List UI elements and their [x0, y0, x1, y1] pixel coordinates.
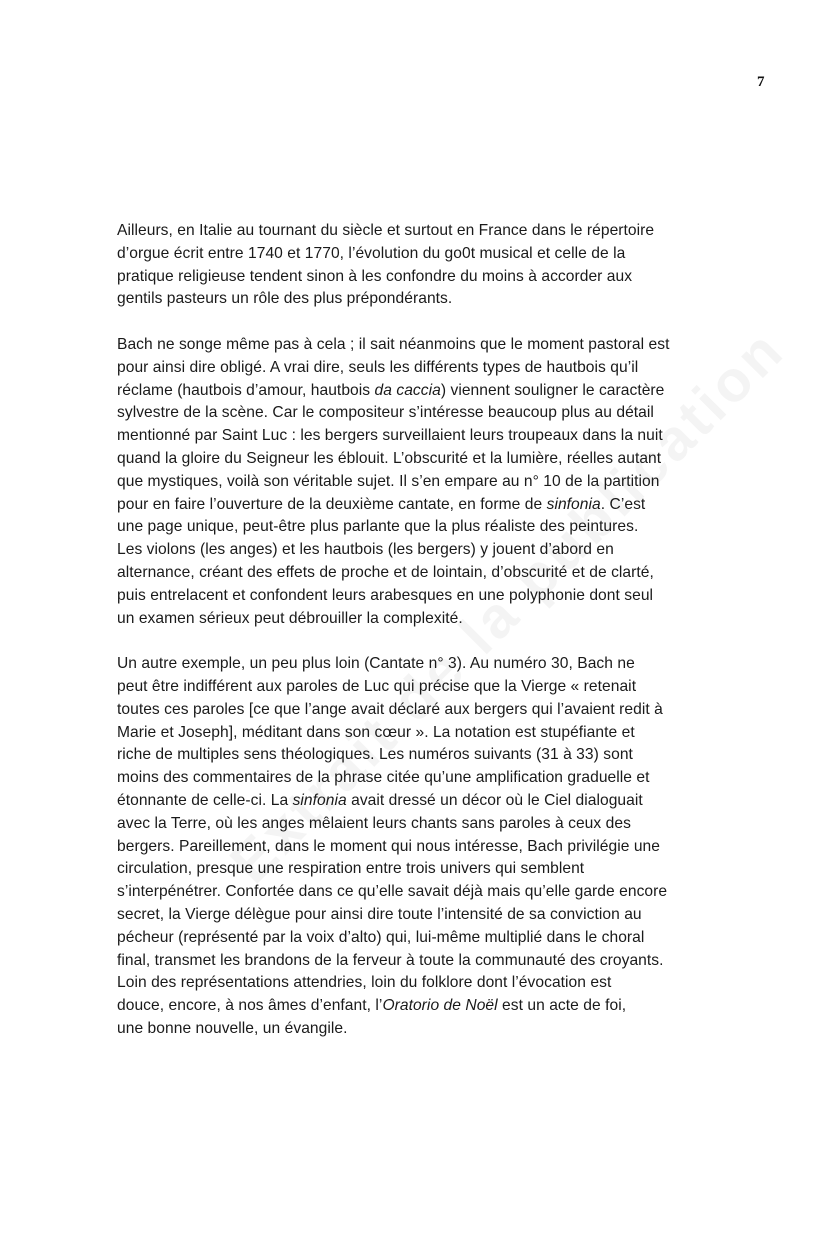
text-line: Bach ne songe même pas à cela ; il sait néanmoins que le moment pastoral est: [117, 335, 670, 353]
italic-term: Oratorio de Noël: [382, 997, 498, 1015]
text-line: Ailleurs, en Italie au tournant du siècle et surtout en France dans le répertoire: [117, 222, 655, 239]
body-text: [117, 220, 757, 1063]
text-line: peut être indifférent aux paroles de Luc qui précise que la Vierge « retenait: [117, 677, 637, 695]
paragraph: [117, 653, 757, 1041]
italic-term: sinfonia: [546, 495, 601, 513]
italic-term: da caccia: [374, 381, 441, 399]
page-number: 7: [757, 74, 765, 90]
text-line: une page unique, peut-être plus parlante que la plus réaliste des peintures.: [117, 518, 639, 536]
text-line: secret, la Vierge délègue pour ainsi dire toute l’intensité de sa conviction au: [117, 905, 642, 923]
text-line: Les violons (les anges) et les hautbois (les bergers) y jouent d’abord en: [117, 541, 614, 559]
text-line: pécheur (représenté par la voix d’alto) qui, lui-même multiplié dans le choral: [117, 928, 645, 946]
text-line: alternance, créant des effets de proche et de lointain, d’obscurité et de clarté,: [117, 563, 654, 581]
text-line: riche de multiples sens théologiques. Les numéros suivants (31 à 33) sont: [117, 746, 633, 764]
text-line: quand la gloire du Seigneur les éblouit. L’obscurité et la lumière, réelles autant: [117, 449, 662, 467]
text-line: douce, encore, à nos âmes d’enfant, l’Oratorio de Noël est un acte de foi,: [117, 997, 627, 1015]
text-line: bergers. Pareillement, dans le moment qui nous intéresse, Bach privilégie une: [117, 837, 660, 855]
text-line: avec la Terre, où les anges mêlaient leurs chants sans paroles à ceux des: [117, 814, 631, 832]
text-line: Marie et Joseph], méditant dans son cœur ». La notation est stupéfiante et: [117, 723, 635, 741]
text-line: Un autre exemple, un peu plus loin (Cantate n° 3). Au numéro 30, Bach ne: [117, 655, 635, 673]
text-line: final, transmet les brandons de la ferveur à toute la communauté des croyants.: [117, 951, 664, 969]
text-line: que mystiques, voilà son véritable sujet. Il s’en empare au n° 10 de la partition: [117, 472, 660, 490]
text-line: étonnante de celle-ci. La sinfonia avait dressé un décor où le Ciel dialoguait: [117, 791, 643, 809]
text-line: pour ainsi dire obligé. A vrai dire, seuls les différents types de hautbois qu’il: [117, 358, 639, 376]
text-line: Loin des représentations attendries, loin du folklore dont l’évocation est: [117, 974, 612, 992]
text-line: gentils pasteurs un rôle des plus prépondérants.: [117, 290, 453, 308]
text-line: une bonne nouvelle, un évangile.: [117, 1019, 348, 1037]
text-line: s’interpénétrer. Confortée dans ce qu’elle savait déjà mais qu’elle garde encore: [117, 883, 668, 901]
text-line: d’orgue écrit entre 1740 et 1770, l’évolution du go0t musical et celle de la: [117, 244, 626, 262]
text-line: réclame (hautbois d’amour, hautbois da caccia) viennent souligner le caractère: [117, 381, 665, 399]
text-line: un examen sérieux peut débrouiller la complexité.: [117, 609, 463, 627]
text-line: pratique religieuse tendent sinon à les confondre du moins à accorder aux: [117, 267, 633, 285]
italic-term: sinfonia: [292, 791, 347, 809]
text-line: circulation, presque une respiration entre trois univers qui semblent: [117, 860, 585, 878]
text-line: puis entrelacent et confondent leurs arabesques en une polyphonie dont seul: [117, 586, 654, 604]
text-line: mentionné par Saint Luc : les bergers surveillaient leurs troupeaux dans la nuit: [117, 427, 663, 445]
text-line: moins des commentaires de la phrase citée qu’une amplification graduelle et: [117, 769, 650, 787]
paragraph: [117, 220, 757, 311]
text-line: toutes ces paroles [ce que l’ange avait déclaré aux bergers qui l’avaient redit à: [117, 700, 663, 718]
paragraph: [117, 334, 757, 630]
text-line: pour en faire l’ouverture de la deuxième cantate, en forme de sinfonia. C’est: [117, 495, 646, 513]
text-line: sylvestre de la scène. Car le compositeur s’intéresse beaucoup plus au détail: [117, 404, 654, 422]
